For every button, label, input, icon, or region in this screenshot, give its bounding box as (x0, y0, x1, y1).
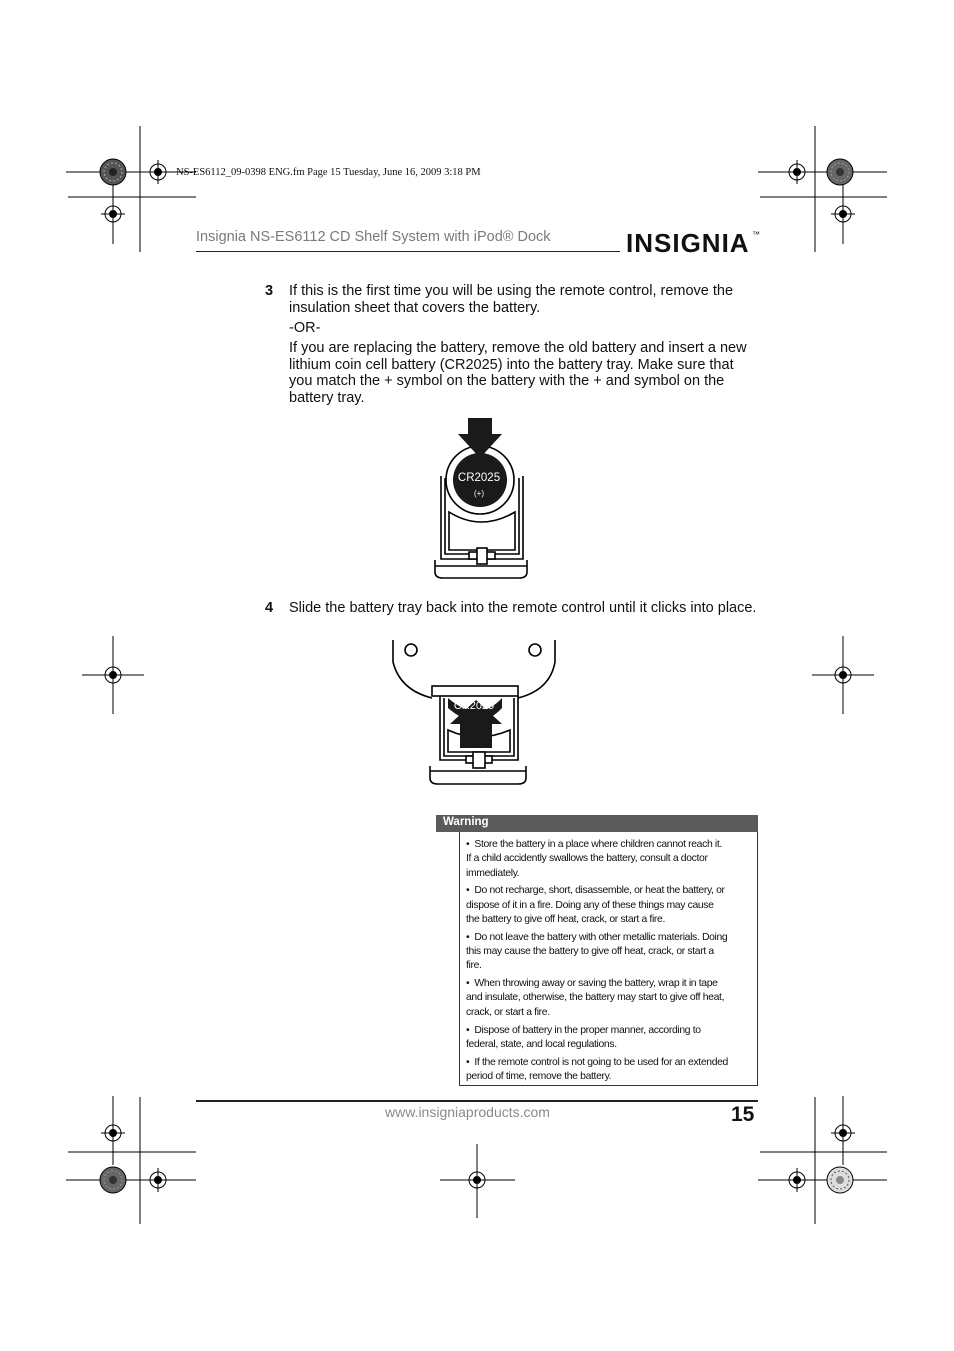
warning-item: • Dispose of battery in the proper manner, according to federal, state, and local regulations. (466, 1024, 701, 1050)
footer-rule (196, 1100, 758, 1102)
header-rule (196, 251, 620, 252)
file-info: NS-ES6112_09-0398 ENG.fm Page 15 Tuesday, June 16, 2009 3:18 PM (176, 167, 481, 178)
warning-box (436, 815, 758, 1086)
warning-list (466, 838, 729, 1088)
warning-item: • Do not leave the battery with other metallic materials. Doing this may cause the battery to give off heat, crack, or start a fire. (466, 931, 728, 972)
header-title: Insignia NS-ES6112 CD Shelf System with iPod® Dock (196, 229, 551, 245)
footer-url[interactable]: www.insigniaproducts.com (385, 1104, 550, 1120)
step-text: Slide the battery tray back into the remote control until it clicks into place. (289, 600, 757, 616)
battery-label: CR2025 (457, 472, 501, 484)
insignia-logo (626, 226, 760, 262)
step-3-alternative: If you are replacing the battery, remove the old battery and insert a new lithium coin cell battery (CR2025) into the battery tray. Make sure that you match the + symbol on the battery with the + and symbol on the battery tray. (289, 340, 747, 406)
battery-tray-insert-figure (390, 638, 560, 788)
warning-title: Warning (443, 816, 489, 828)
logo-text: INSIGNIA (626, 228, 750, 258)
page-number: 15 (731, 1103, 755, 1126)
step-number: 3 (265, 283, 274, 299)
battery-insert-figure (431, 414, 531, 580)
step-3 (265, 283, 765, 323)
logo-tm: ™ (752, 230, 760, 239)
battery-polarity: (+) (474, 489, 484, 498)
step-text: If this is the first time you will be using the remote control, remove the insulation sheet that covers the battery. (289, 283, 734, 316)
step-4 (265, 600, 765, 640)
warning-header (436, 815, 758, 832)
step-3-or: -OR- (289, 320, 321, 336)
warning-item: • If the remote control is not going to be used for an extended period of time, remove the battery. (466, 1056, 728, 1082)
warning-item: • Store the battery in a place where children cannot reach it. If a child accidently swallows the battery, consult a doctor immediately. (466, 839, 722, 879)
step-number: 4 (265, 600, 274, 616)
battery-label: CR2025 (453, 700, 495, 712)
warning-item: • When throwing away or saving the battery, wrap it in tape and insulate, otherwise, the battery may start to give off heat, crack, or start a fire. (466, 978, 725, 1018)
warning-item: • Do not recharge, short, disassemble, or heat the battery, or dispose of it in a fire. Doing any of these things may cause the battery to give off heat, crack, or start a fire. (466, 885, 725, 925)
